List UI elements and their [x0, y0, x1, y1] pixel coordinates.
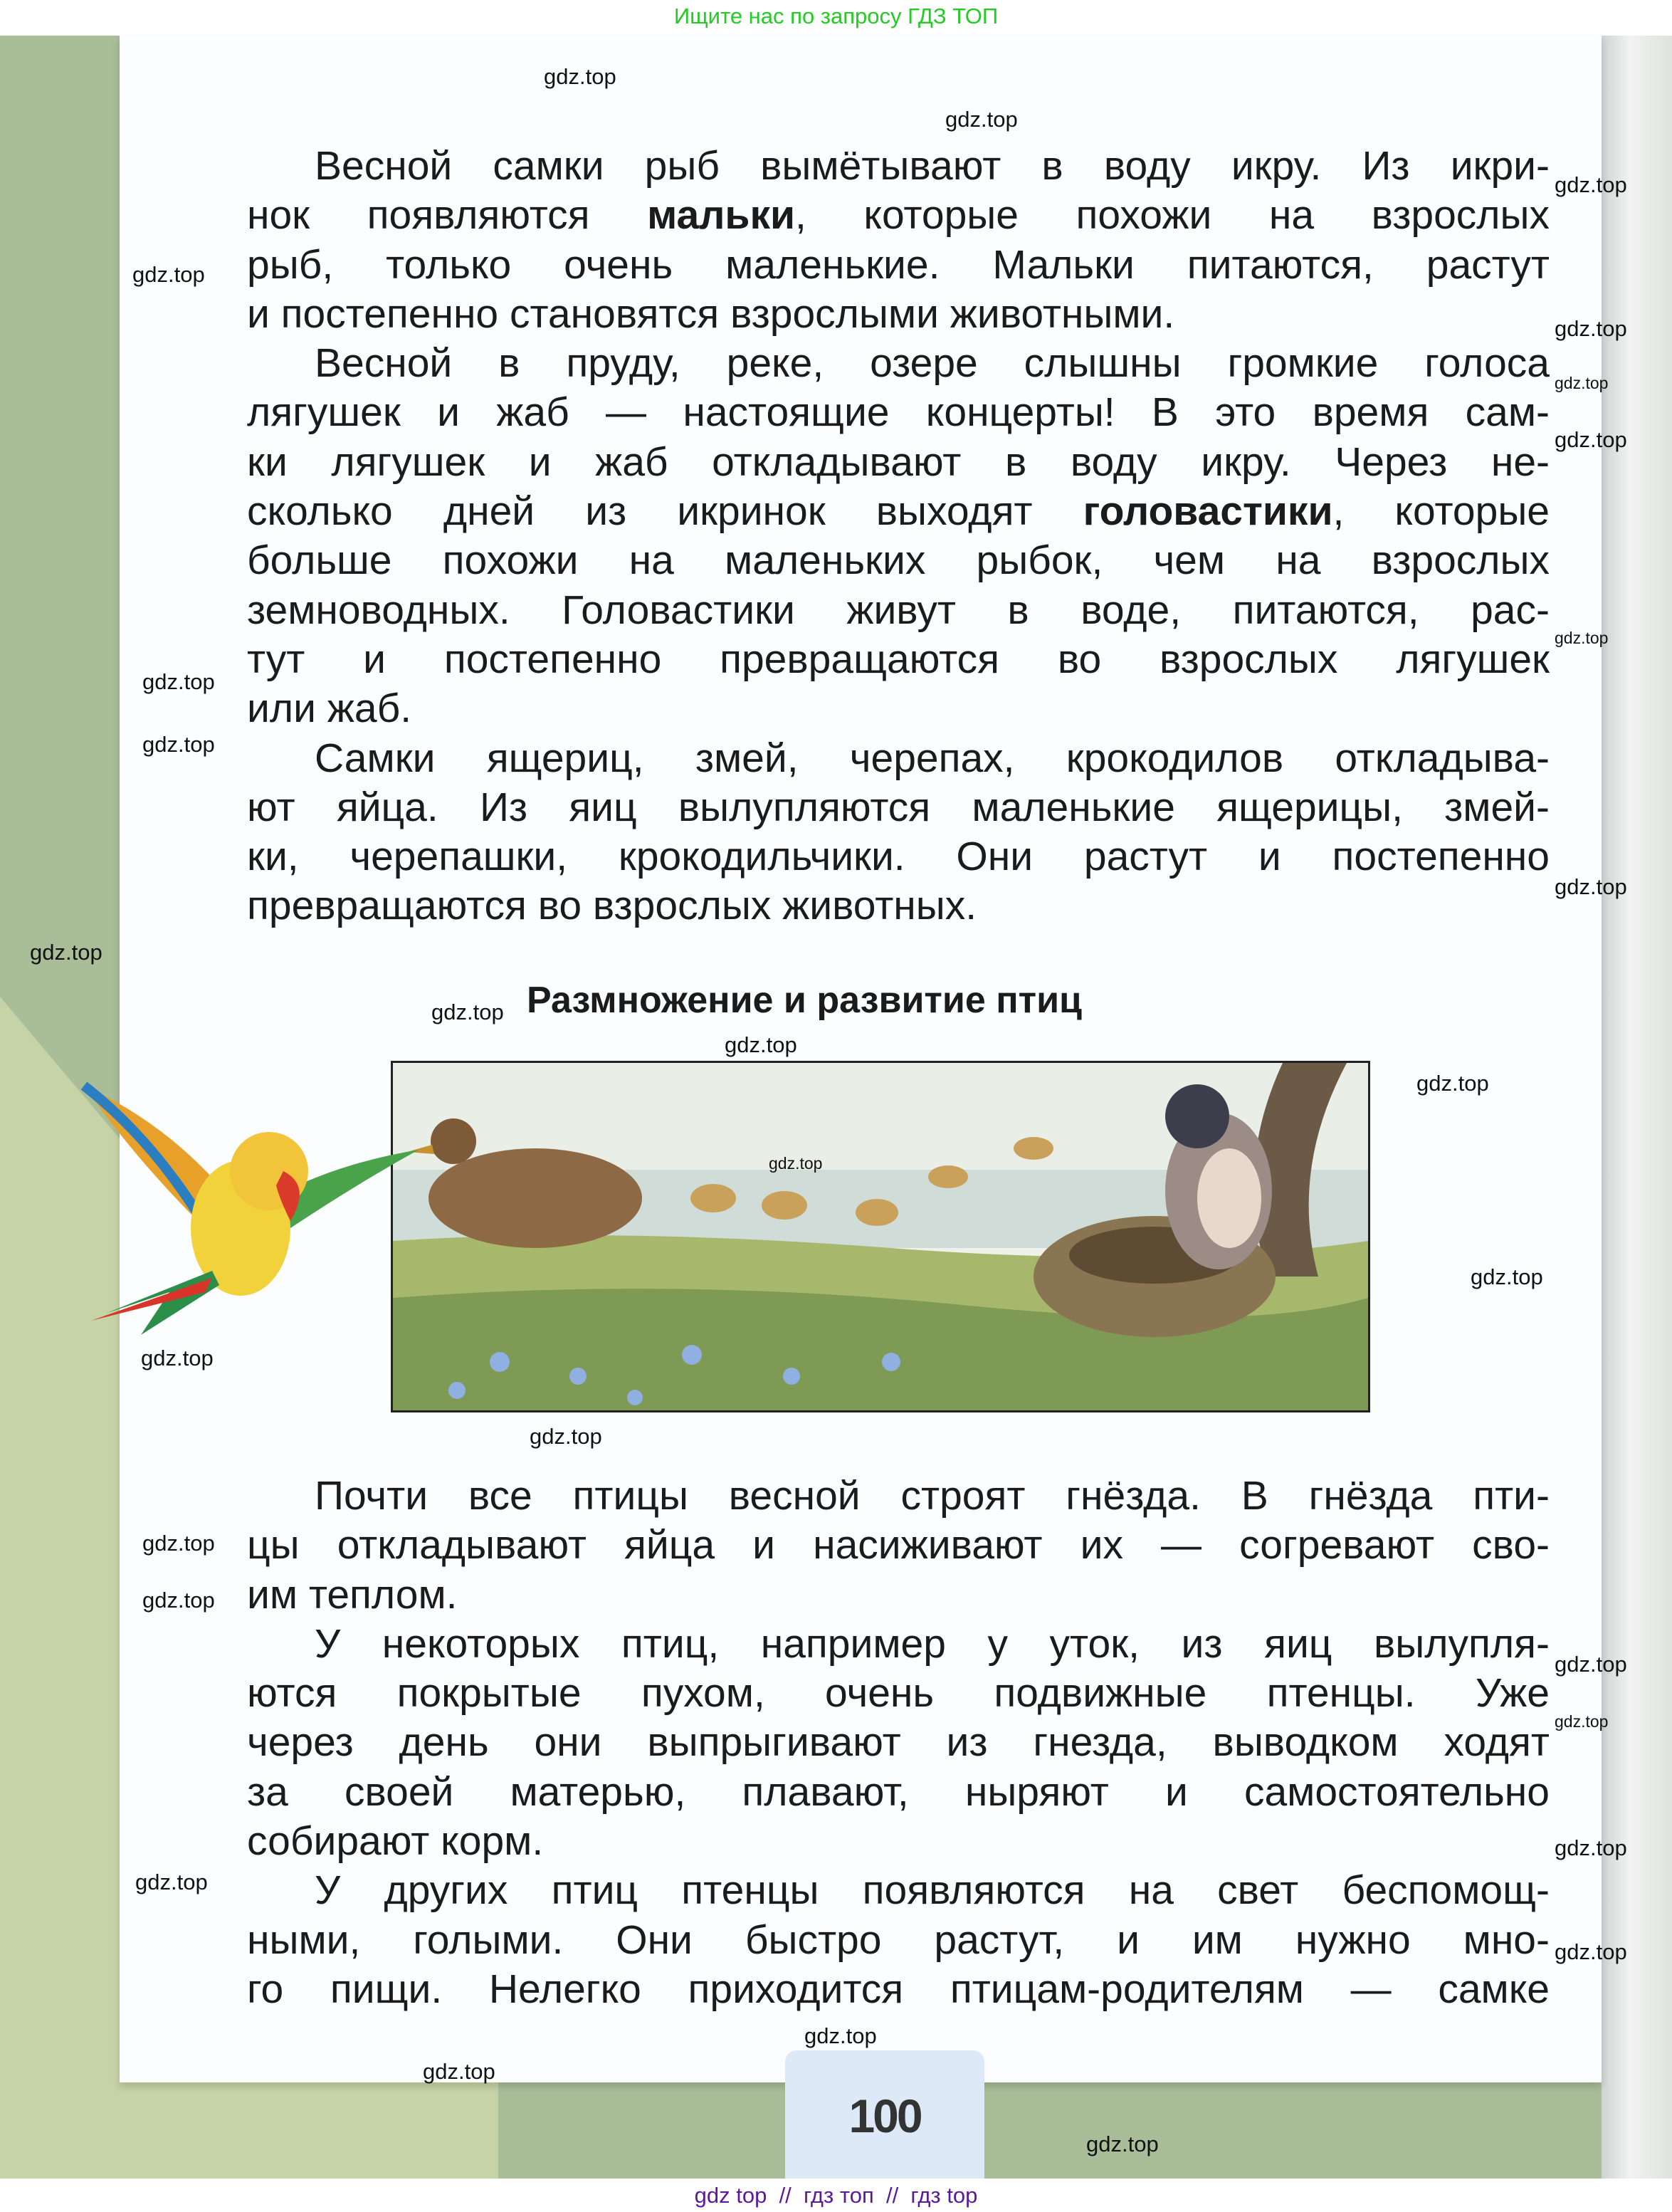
watermark: gdz.top: [1471, 1264, 1543, 1289]
watermark: gdz.top: [769, 1154, 823, 1173]
text-span: нок появляются: [247, 192, 648, 239]
text-line: и постепенно становятся взрослыми животными.: [247, 290, 1175, 337]
watermark: gdz.top: [1555, 1939, 1627, 1964]
text-line: ются покрытые пухом, очень подвижные птенцы. Уже: [247, 1670, 1550, 1716]
watermark: gdz.top: [135, 1870, 208, 1894]
text-line: больше похожи на маленьких рыбок, чем на взрослых: [247, 538, 1550, 584]
watermark: gdz.top: [1555, 629, 1609, 647]
text-line: [247, 191, 1550, 240]
text-span: , которые похожи на взрослых: [795, 192, 1550, 239]
top-banner-text: Ищите нас по запросу ГДЗ ТОП: [673, 4, 999, 28]
text-block-reproduction-animals: [247, 142, 1550, 931]
text-line: ки, черепашки, крокодильчики. Они растут и постепенно: [247, 834, 1550, 880]
watermark: gdz.top: [1555, 316, 1627, 341]
text-line: Самки ящериц, змей, черепах, крокодилов откладыва-: [315, 735, 1550, 781]
watermark: gdz.top: [142, 669, 215, 694]
text-line: го пищи. Нелегко приходится птицам-родителям — самке: [247, 1966, 1550, 2012]
watermark: gdz.top: [1086, 2132, 1159, 2156]
text-span: сколько дней из икринок выходят: [247, 488, 1083, 535]
text-line: Весной в пруду, реке, озере слышны громкие голоса: [315, 340, 1550, 387]
watermark: gdz.top: [804, 2023, 877, 2048]
watermark: gdz.top: [141, 1346, 214, 1370]
bottom-banner-text: gdz top // гдз топ // гдз top: [694, 2183, 978, 2208]
watermark: gdz.top: [1555, 172, 1627, 197]
text-line: ными, голыми. Они быстро растут, и им нужно мно-: [247, 1917, 1550, 1963]
watermark: gdz.top: [30, 940, 102, 965]
text-line: через день они выпрыгивают из гнезда, выводком ходят: [247, 1719, 1550, 1766]
watermark: gdz.top: [142, 1588, 215, 1613]
text-line: за своей матерью, плавают, ныряют и самостоятельно: [247, 1768, 1550, 1815]
text-line: собирают корм.: [247, 1818, 544, 1865]
page-number: 100: [848, 2090, 921, 2142]
text-block-bird-reproduction: [247, 1472, 1550, 2014]
text-line: лягушек и жаб — настоящие концерты! В это время сам-: [247, 389, 1550, 436]
text-line: У некоторых птиц, например у уток, из яиц вылупля-: [315, 1620, 1550, 1667]
text-line: превращаются во взрослых животных.: [247, 883, 977, 929]
watermark: gdz.top: [132, 262, 205, 287]
section-heading: Размножение и развитие птиц: [527, 980, 1083, 1021]
watermark: gdz.top: [431, 1000, 504, 1024]
term-malki: мальки: [647, 192, 796, 239]
watermark: gdz.top: [1555, 427, 1627, 452]
top-banner: [0, 0, 1672, 36]
watermark: gdz.top: [945, 107, 1018, 132]
text-line: рыб, только очень маленькие. Мальки питаются, растут: [247, 241, 1550, 288]
text-line: ют яйца. Из яиц вылупляются маленькие ящерицы, змей-: [247, 784, 1550, 830]
watermark: gdz.top: [1555, 374, 1609, 392]
watermark: gdz.top: [142, 732, 215, 757]
watermark: gdz.top: [142, 1531, 215, 1556]
watermark: gdz.top: [544, 64, 616, 89]
watermark: gdz.top: [1555, 1652, 1627, 1677]
watermark: gdz.top: [1416, 1071, 1489, 1096]
page-number-tab: [785, 2050, 984, 2179]
watermark: gdz.top: [423, 2059, 495, 2084]
text-line: земноводных. Головастики живут в воде, питаются, рас-: [247, 587, 1550, 633]
text-line: тут и постепенно превращаются во взрослых лягушек: [247, 636, 1550, 682]
term-golovastiki: головастики: [1083, 488, 1333, 535]
watermark: gdz.top: [1555, 1835, 1627, 1860]
watermark: gdz.top: [1555, 1712, 1609, 1731]
text-line: Весной самки рыб вымётывают в воду икру. Из икри-: [315, 143, 1550, 189]
bottom-banner: [0, 2179, 1672, 2212]
text-span: , которые: [1332, 488, 1550, 535]
parrot-illustration: [77, 1079, 419, 1338]
illustration-ducks-and-nest: [391, 1061, 1370, 1412]
watermark: gdz.top: [530, 1424, 602, 1449]
text-line: ки лягушек и жаб откладывают в воду икру. Через не-: [247, 439, 1550, 485]
text-line: [247, 487, 1550, 536]
text-line: цы откладывают яйца и насиживают их — согревают сво-: [247, 1522, 1550, 1568]
text-line: Почти все птицы весной строят гнёзда. В гнёзда пти-: [315, 1473, 1550, 1519]
text-line: или жаб.: [247, 686, 412, 732]
watermark: gdz.top: [725, 1032, 797, 1057]
text-line: им теплом.: [247, 1571, 458, 1618]
watermark: gdz.top: [1555, 874, 1627, 899]
text-line: У других птиц птенцы появляются на свет беспомощ-: [315, 1867, 1550, 1914]
